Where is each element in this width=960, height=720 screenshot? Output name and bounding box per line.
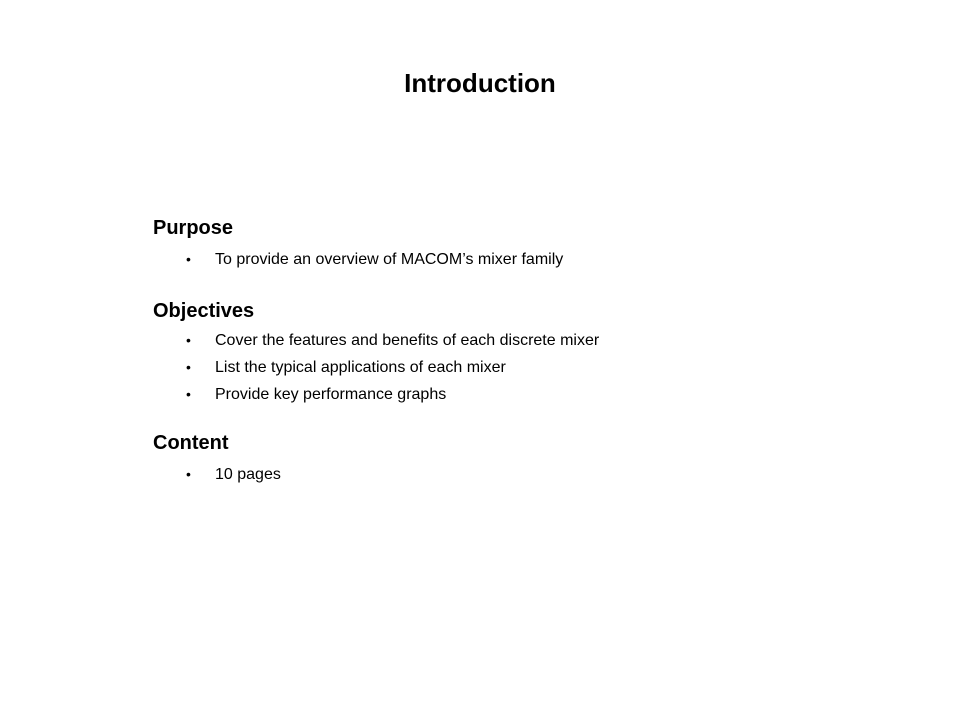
section-heading-content: Content (153, 432, 229, 454)
list-item (186, 354, 599, 381)
section-heading-objectives: Objectives (153, 300, 255, 322)
bullet-icon: • (186, 332, 191, 348)
list-item-text: Provide key performance graphs (215, 386, 447, 403)
list-item-text: 10 pages (215, 466, 281, 483)
section-heading-purpose: Purpose (153, 217, 234, 239)
slide-title: Introduction (404, 68, 556, 98)
list-item-text: List the typical applications of each mixer (215, 359, 506, 376)
bullet-list-purpose (186, 246, 563, 273)
list-item-text: Cover the features and benefits of each discrete mixer (215, 332, 600, 349)
list-item (186, 461, 281, 488)
bullet-icon: • (186, 386, 191, 402)
bullet-list-objectives (186, 327, 599, 408)
bullet-icon: • (186, 466, 191, 482)
list-item (186, 327, 599, 354)
bullet-list-content (186, 461, 281, 488)
list-item-text: To provide an overview of MACOM’s mixer family (215, 251, 564, 268)
list-item (186, 246, 563, 273)
list-item (186, 381, 599, 408)
bullet-icon: • (186, 359, 191, 375)
bullet-icon: • (186, 251, 191, 267)
